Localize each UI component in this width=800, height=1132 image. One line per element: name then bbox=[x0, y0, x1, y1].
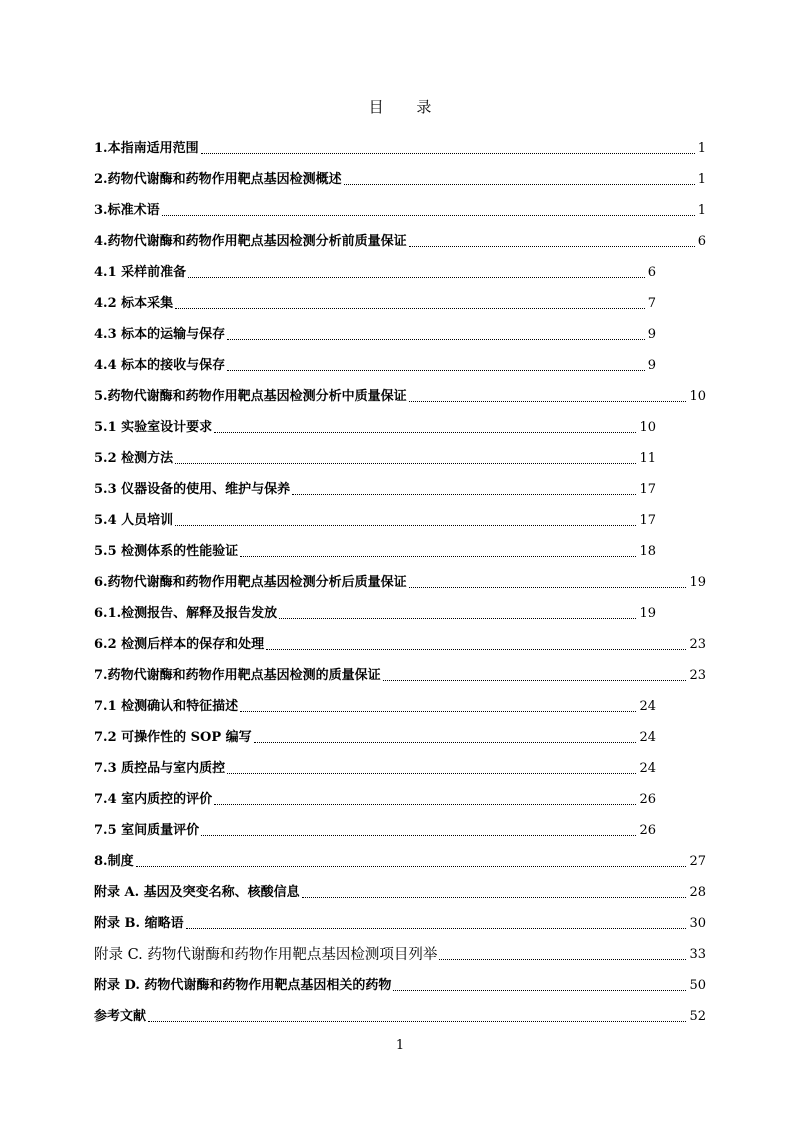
toc-entry-label: 7.1 检测确认和特征描述 bbox=[94, 699, 239, 714]
toc-entry-page: 24 bbox=[639, 699, 656, 714]
toc-entry[interactable] bbox=[94, 994, 706, 1025]
toc-entry[interactable] bbox=[94, 777, 706, 808]
toc-entry[interactable] bbox=[94, 405, 706, 436]
dot-leader bbox=[409, 586, 687, 588]
toc-entry-label: 参考文献 bbox=[94, 1009, 147, 1024]
toc-entry-page: 1 bbox=[697, 203, 706, 218]
toc-entry-label: 4.4 标本的接收与保存 bbox=[94, 358, 226, 373]
dot-leader bbox=[393, 989, 686, 991]
toc-entry-label: 1.本指南适用范围 bbox=[94, 141, 199, 156]
toc-entry-page: 33 bbox=[689, 947, 706, 962]
dot-leader bbox=[227, 369, 645, 371]
toc-entry-page: 27 bbox=[689, 854, 706, 869]
toc-entry[interactable] bbox=[94, 219, 706, 250]
toc-entry-label: 附录 C. 药物代谢酶和药物作用靶点基因检测项目列举 bbox=[94, 947, 438, 963]
dot-leader bbox=[214, 803, 636, 805]
toc-entry-label: 5.3 仪器设备的使用、维护与保养 bbox=[94, 482, 291, 497]
toc-entry-label: 7.4 室内质控的评价 bbox=[94, 792, 213, 807]
toc-title: 目 录 bbox=[368, 98, 446, 116]
toc-entry-label: 6.1.检测报告、解释及报告发放 bbox=[94, 606, 278, 621]
toc-entry-page: 1 bbox=[697, 141, 706, 156]
toc-entry[interactable] bbox=[94, 839, 706, 870]
toc-entry-label: 8.制度 bbox=[94, 854, 134, 869]
toc-entry[interactable] bbox=[94, 746, 706, 777]
toc-entry-page: 6 bbox=[697, 234, 706, 249]
toc-entry[interactable] bbox=[94, 436, 706, 467]
dot-leader bbox=[240, 710, 636, 712]
toc-entry-label: 2.药物代谢酶和药物作用靶点基因检测概述 bbox=[94, 172, 342, 187]
toc-entry[interactable] bbox=[94, 591, 706, 622]
toc-entry-label: 4.3 标本的运输与保存 bbox=[94, 327, 226, 342]
dot-leader bbox=[254, 741, 637, 743]
dot-leader bbox=[175, 462, 636, 464]
toc-entry-page: 26 bbox=[639, 823, 656, 838]
dot-leader bbox=[162, 214, 695, 216]
dot-leader bbox=[266, 648, 686, 650]
toc-entry-label: 5.2 检测方法 bbox=[94, 451, 174, 466]
dot-leader bbox=[201, 834, 636, 836]
toc-entry-page: 23 bbox=[689, 637, 706, 652]
toc-entry-label: 7.5 室间质量评价 bbox=[94, 823, 200, 838]
toc-entry-page: 26 bbox=[639, 792, 656, 807]
toc-entry[interactable] bbox=[94, 901, 706, 932]
toc-entry-label: 4.2 标本采集 bbox=[94, 296, 174, 311]
toc-entry[interactable] bbox=[94, 312, 706, 343]
table-of-contents bbox=[94, 126, 706, 1025]
toc-entry-page: 52 bbox=[689, 1009, 706, 1024]
toc-entry-page: 18 bbox=[639, 544, 656, 559]
toc-entry-page: 28 bbox=[689, 885, 706, 900]
toc-entry-label: 7.2 可操作性的 SOP 编写 bbox=[94, 730, 252, 745]
toc-entry-label: 3.标准术语 bbox=[94, 203, 160, 218]
dot-leader bbox=[344, 183, 695, 185]
toc-entry-page: 23 bbox=[689, 668, 706, 683]
toc-entry-page: 11 bbox=[639, 451, 656, 466]
toc-entry[interactable] bbox=[94, 560, 706, 591]
toc-entry[interactable] bbox=[94, 250, 706, 281]
dot-leader bbox=[214, 431, 636, 433]
dot-leader bbox=[227, 338, 645, 340]
dot-leader bbox=[279, 617, 636, 619]
toc-entry-page: 9 bbox=[647, 327, 656, 342]
toc-entry-page: 19 bbox=[639, 606, 656, 621]
dot-leader bbox=[409, 245, 695, 247]
toc-entry[interactable] bbox=[94, 529, 706, 560]
toc-entry-label: 7.3 质控品与室内质控 bbox=[94, 761, 226, 776]
toc-entry[interactable] bbox=[94, 715, 706, 746]
dot-leader bbox=[175, 524, 636, 526]
toc-entry[interactable] bbox=[94, 157, 706, 188]
toc-entry-page: 50 bbox=[689, 978, 706, 993]
dot-leader bbox=[136, 865, 687, 867]
toc-entry-label: 4.药物代谢酶和药物作用靶点基因检测分析前质量保证 bbox=[94, 234, 407, 249]
toc-entry[interactable] bbox=[94, 808, 706, 839]
dot-leader bbox=[186, 927, 687, 929]
dot-leader bbox=[175, 307, 645, 309]
toc-entry-label: 5.4 人员培训 bbox=[94, 513, 174, 528]
toc-entry-label: 7.药物代谢酶和药物作用靶点基因检测的质量保证 bbox=[94, 668, 381, 683]
toc-entry[interactable] bbox=[94, 126, 706, 157]
toc-entry-page: 24 bbox=[639, 730, 656, 745]
toc-entry-label: 5.药物代谢酶和药物作用靶点基因检测分析中质量保证 bbox=[94, 389, 407, 404]
dot-leader bbox=[227, 772, 636, 774]
toc-entry[interactable] bbox=[94, 963, 706, 994]
toc-entry-page: 1 bbox=[697, 172, 706, 187]
dot-leader bbox=[409, 400, 687, 402]
toc-entry-label: 4.1 采样前准备 bbox=[94, 265, 187, 280]
toc-entry-page: 30 bbox=[689, 916, 706, 931]
dot-leader bbox=[188, 276, 645, 278]
toc-entry[interactable] bbox=[94, 622, 706, 653]
toc-entry[interactable] bbox=[94, 343, 706, 374]
toc-entry[interactable] bbox=[94, 498, 706, 529]
toc-entry[interactable] bbox=[94, 870, 706, 901]
toc-entry-page: 10 bbox=[639, 420, 656, 435]
toc-entry-label: 附录 D. 药物代谢酶和药物作用靶点基因相关的药物 bbox=[94, 978, 392, 993]
dot-leader bbox=[201, 152, 695, 154]
toc-entry-label: 6.药物代谢酶和药物作用靶点基因检测分析后质量保证 bbox=[94, 575, 407, 590]
toc-entry[interactable] bbox=[94, 653, 706, 684]
toc-entry-page: 9 bbox=[647, 358, 656, 373]
toc-entry-label: 附录 A. 基因及突变名称、核酸信息 bbox=[94, 885, 300, 900]
toc-entry-page: 10 bbox=[689, 389, 706, 404]
toc-entry-page: 6 bbox=[647, 265, 656, 280]
toc-entry-page: 7 bbox=[647, 296, 656, 311]
toc-entry-label: 5.5 检测体系的性能验证 bbox=[94, 544, 239, 559]
page-number: 1 bbox=[395, 1038, 405, 1053]
toc-entry[interactable] bbox=[94, 467, 706, 498]
toc-entry[interactable] bbox=[94, 932, 706, 963]
toc-entry-page: 17 bbox=[639, 482, 656, 497]
toc-entry[interactable] bbox=[94, 684, 706, 715]
dot-leader bbox=[383, 679, 687, 681]
toc-entry-page: 24 bbox=[639, 761, 656, 776]
dot-leader bbox=[240, 555, 636, 557]
dot-leader bbox=[292, 493, 636, 495]
toc-entry[interactable] bbox=[94, 188, 706, 219]
toc-entry-page: 19 bbox=[689, 575, 706, 590]
dot-leader bbox=[302, 896, 687, 898]
toc-entry[interactable] bbox=[94, 374, 706, 405]
toc-entry-page: 17 bbox=[639, 513, 656, 528]
toc-entry-label: 5.1 实验室设计要求 bbox=[94, 420, 213, 435]
toc-entry-label: 附录 B. 缩略语 bbox=[94, 916, 184, 931]
dot-leader bbox=[439, 958, 686, 960]
toc-entry[interactable] bbox=[94, 281, 706, 312]
dot-leader bbox=[148, 1020, 686, 1022]
toc-entry-label: 6.2 检测后样本的保存和处理 bbox=[94, 637, 265, 652]
